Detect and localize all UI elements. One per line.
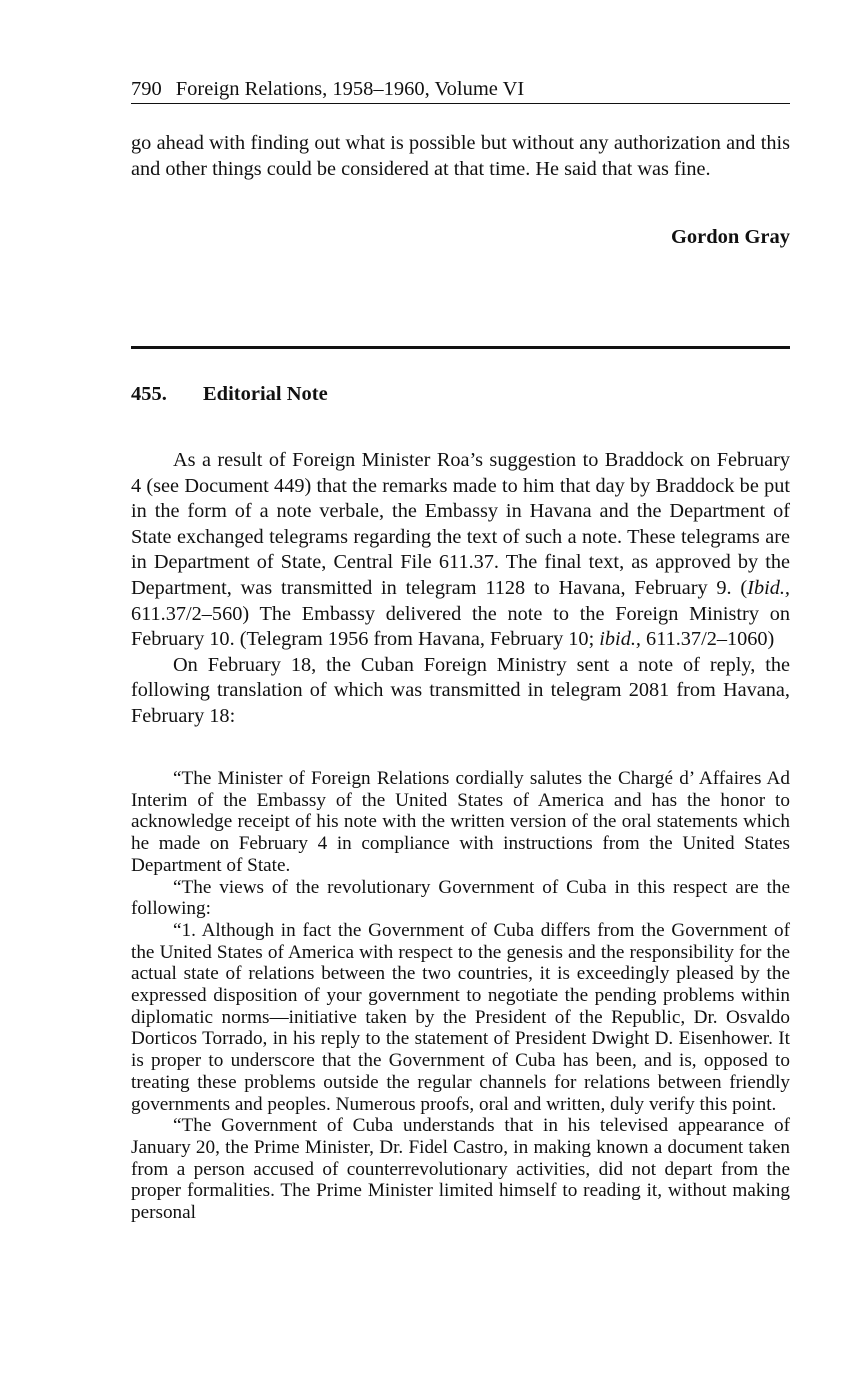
body-paragraph-1: As a result of Foreign Minister Roa’s suggestion to Braddock on February 4 (see Document 449) that the remarks made to him that day by Braddock be put in the form of a note verbale, the Embassy in Havana and the Department of State exchanged telegrams regarding the text of such a note. These telegrams are in Department of State, Central File 611.37. The final text, as approved by the Department, was transmitted in telegram 1128 to Havana, February 9. (Ibid., 611.37/2–560) The Embassy delivered the note to the Foreign Ministry on February 10. (Telegram 1956 from Havana, February 10; ibid., 611.37/2–1060) xyxy=(131,449,790,651)
section-heading xyxy=(131,381,328,407)
quote-paragraph-2: “The views of the revolutionary Government of Cuba in this respect are the following: xyxy=(131,876,790,920)
body-paragraph-2: On February 18, the Cuban Foreign Ministry sent a note of reply, the following translation of which was transmitted in telegram 2081 from Havana, February 18: xyxy=(131,653,790,727)
ibid-citation: ibid., xyxy=(599,628,641,651)
editorial-body xyxy=(131,448,790,730)
quote-paragraph-4: “The Government of Cuba understands that in his televised appearance of January 20, the Prime Minister, Dr. Fidel Castro, in making known a document taken from a person accused of counterrevolutionary activities, did not depart from the proper formalities. The Prime Minister limited himself to reading it, without making personal xyxy=(131,1115,790,1224)
page-number: 790 xyxy=(131,78,162,100)
section-divider xyxy=(131,346,790,349)
running-header xyxy=(131,76,790,104)
quoted-note xyxy=(131,768,790,1224)
ibid-citation: Ibid., xyxy=(747,576,790,599)
quote-paragraph-1: “The Minister of Foreign Relations cordially salutes the Chargé d’ Affaires Ad Interim of the Embassy of the United States of America and has the honor to acknowledge receipt of his note with the written version of the oral statements which he made on February 4 in compliance with instructions from the United States Department of State. xyxy=(131,768,790,876)
section-number: 455. xyxy=(131,383,167,405)
quote-paragraph-3: “1. Although in fact the Government of Cuba differs from the Government of the United States of America with respect to the genesis and the responsibility for the actual state of relations between the two countries, it is exceedingly pleased by the expressed disposition of your government to negotiate the pending problems within diplomatic norms—initiative taken by the President of the Republic, Dr. Osvaldo Dorticos Torrado, in his reply to the statement of President Dwight D. Eisenhower. It is proper to underscore that the Government of Cuba has been, and is, opposed to treating these problems outside the regular channels for relations between friendly governments and peoples. Numerous proofs, oral and written, duly verify this point. xyxy=(131,919,790,1115)
volume-title: Foreign Relations, 1958–1960, Volume VI xyxy=(175,78,525,100)
section-title: Editorial Note xyxy=(203,383,328,405)
signature: Gordon Gray xyxy=(670,226,790,248)
continued-paragraph: go ahead with finding out what is possible but without any authorization and this and other things could be considered at that time. He said that was fine. xyxy=(131,132,790,180)
